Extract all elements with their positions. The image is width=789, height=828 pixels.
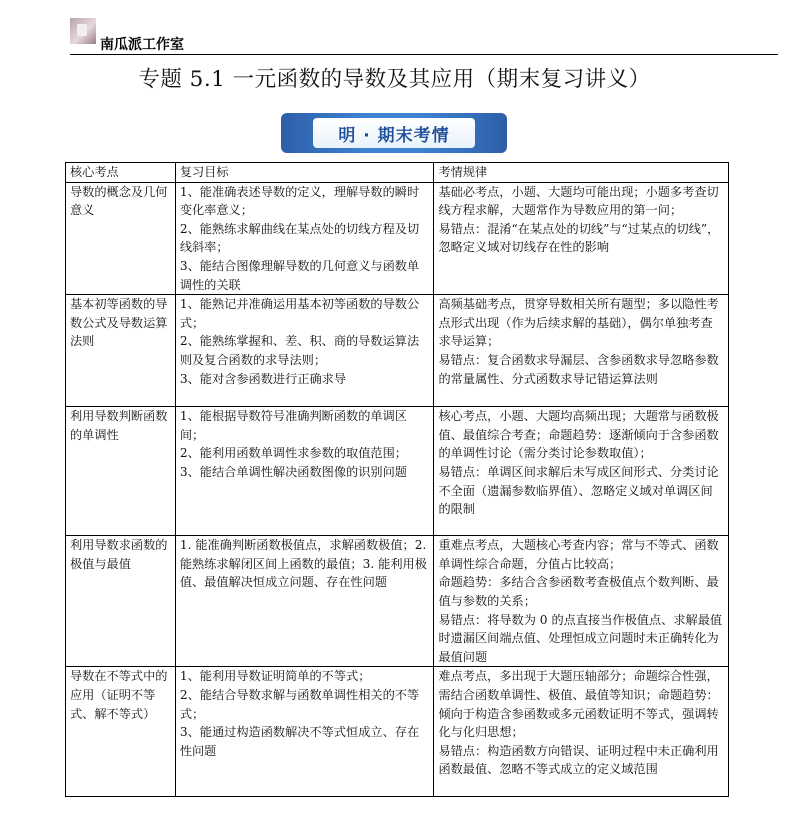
rules-cell — [434, 536, 729, 667]
goal-line: 3、能结合单调性解决函数图像的识别问题 — [179, 464, 407, 479]
header-divider — [70, 54, 778, 55]
table-row — [66, 536, 729, 667]
table-row — [66, 407, 729, 536]
rules-cell — [434, 407, 729, 536]
column-header-goals: 复习目标 — [175, 163, 434, 183]
topic-cell: 利用导数判断函数的单调性 — [66, 407, 176, 536]
topic-cell: 基本初等函数的导数公式及导数运算法则 — [66, 295, 176, 407]
rule-line: 重难点考点，大题核心考查内容；常与不等式、函数单调性综合命题，分值占比较高； — [438, 538, 719, 571]
section-banner — [281, 113, 507, 153]
goal-line: 2、能利用函数单调性求参数的取值范围； — [179, 446, 407, 461]
rule-line: 高频基础考点，贯穿导数相关所有题型；多以隐性考点形式出现（作为后续求解的基础），偶尔单独考查求导运算； — [438, 297, 719, 349]
rule-line: 易错点：将导数为 0 的点直接当作极值点、求解最值时遗漏区间端点值、处理恒成立问题时未正确转化为最值问题 — [438, 612, 723, 664]
topic-cell: 导数的概念及几何意义 — [66, 182, 176, 295]
goal-line: 1、能根据导数符号准确判断函数的单调区间； — [179, 409, 407, 442]
goals-cell — [175, 667, 434, 797]
column-header-topic: 核心考点 — [66, 163, 176, 183]
goal-line: 2、能熟练掌握和、差、积、商的导数运算法则及复合函数的求导法则； — [179, 334, 420, 367]
review-table — [65, 162, 729, 797]
studio-logo-icon — [70, 18, 96, 44]
studio-name: 南瓜派工作室 — [100, 37, 184, 53]
table-row — [66, 295, 729, 407]
table-row — [66, 182, 729, 295]
goal-line: 2、能结合导数求解与函数单调性相关的不等式； — [179, 687, 420, 721]
goal-line: 3、能结合图像理解导数的几何意义与函数单调性的关联 — [179, 258, 420, 292]
rules-cell — [434, 295, 729, 407]
goals-cell — [175, 536, 434, 667]
table-row — [66, 667, 729, 797]
table-header-row — [66, 163, 729, 183]
goal-line: 2、能熟练求解曲线在某点处的切线方程及切线斜率； — [179, 221, 420, 255]
rule-line: 核心考点，小题、大题均高频出现；大题常与函数极值、最值综合考查；命题趋势：逐渐倾向于含参函数的单调性讨论（需分类讨论参数取值）； — [438, 409, 719, 461]
rule-line: 命题趋势：多结合含参函数考查极值点个数判断、最值与参数的关系； — [438, 575, 719, 608]
topic-cell: 利用导数求函数的极值与最值 — [66, 536, 176, 667]
rule-line: 易错点：混淆“在某点处的切线”与“过某点的切线”，忽略定义域对切线存在性的影响 — [438, 221, 720, 255]
page-title: 专题 5.1 一元函数的导数及其应用（期末复习讲义） — [138, 67, 651, 92]
page-header — [70, 14, 778, 54]
goals-cell — [175, 295, 434, 407]
goal-line: 1、能利用导数证明简单的不等式； — [179, 669, 371, 684]
topic-cell: 导数在不等式中的应用（证明不等式、解不等式） — [66, 667, 176, 797]
rule-line: 难点考点，多出现于大题压轴部分；命题综合性强，需结合函数单调性、极值、最值等知识；命题趋势：倾向于构造含参函数或多元函数证明不等式，强调转化与化归思想； — [438, 669, 719, 740]
goal-line: 3、能通过构造函数解决不等式恒成立、存在性问题 — [179, 725, 420, 758]
rule-line: 易错点：复合函数求导漏层、含参函数求导忽略参数的常量属性、分式函数求导记错运算法则 — [438, 352, 719, 386]
goal-line: 1、能熟记并准确运用基本初等函数的导数公式； — [179, 297, 420, 330]
column-header-rules: 考情规律 — [434, 163, 729, 183]
goals-cell — [175, 407, 434, 536]
rule-line: 易错点：单调区间求解后未写成区间形式、分类讨论不全面（遗漏参数临界值）、忽略定义域对单调区间的限制 — [438, 464, 719, 517]
goal-line: 3、能对含参函数进行正确求导 — [179, 371, 347, 386]
rules-cell — [434, 667, 729, 797]
rule-line: 基础必考点，小题、大题均可能出现；小题多考查切线方程求解，大题常作为导数应用的第一问； — [438, 184, 719, 218]
goal-line: 1、能准确表述导数的定义，理解导数的瞬时变化率意义； — [179, 184, 420, 218]
rules-cell — [434, 182, 729, 295]
goals-cell — [175, 182, 434, 295]
rule-line: 易错点：构造函数方向错误、证明过程中未正确利用函数最值、忽略不等式成立的定义域范围 — [438, 743, 719, 777]
goal-line: 1. 能准确判断函数极值点，求解函数极值；2. 能熟练求解闭区间上函数的最值；3. 能利用极值、最值解决恒成立问题、存在性问题 — [179, 538, 427, 590]
banner-label: 明 · 期末考情 — [338, 125, 450, 146]
banner-label-box — [313, 118, 475, 148]
